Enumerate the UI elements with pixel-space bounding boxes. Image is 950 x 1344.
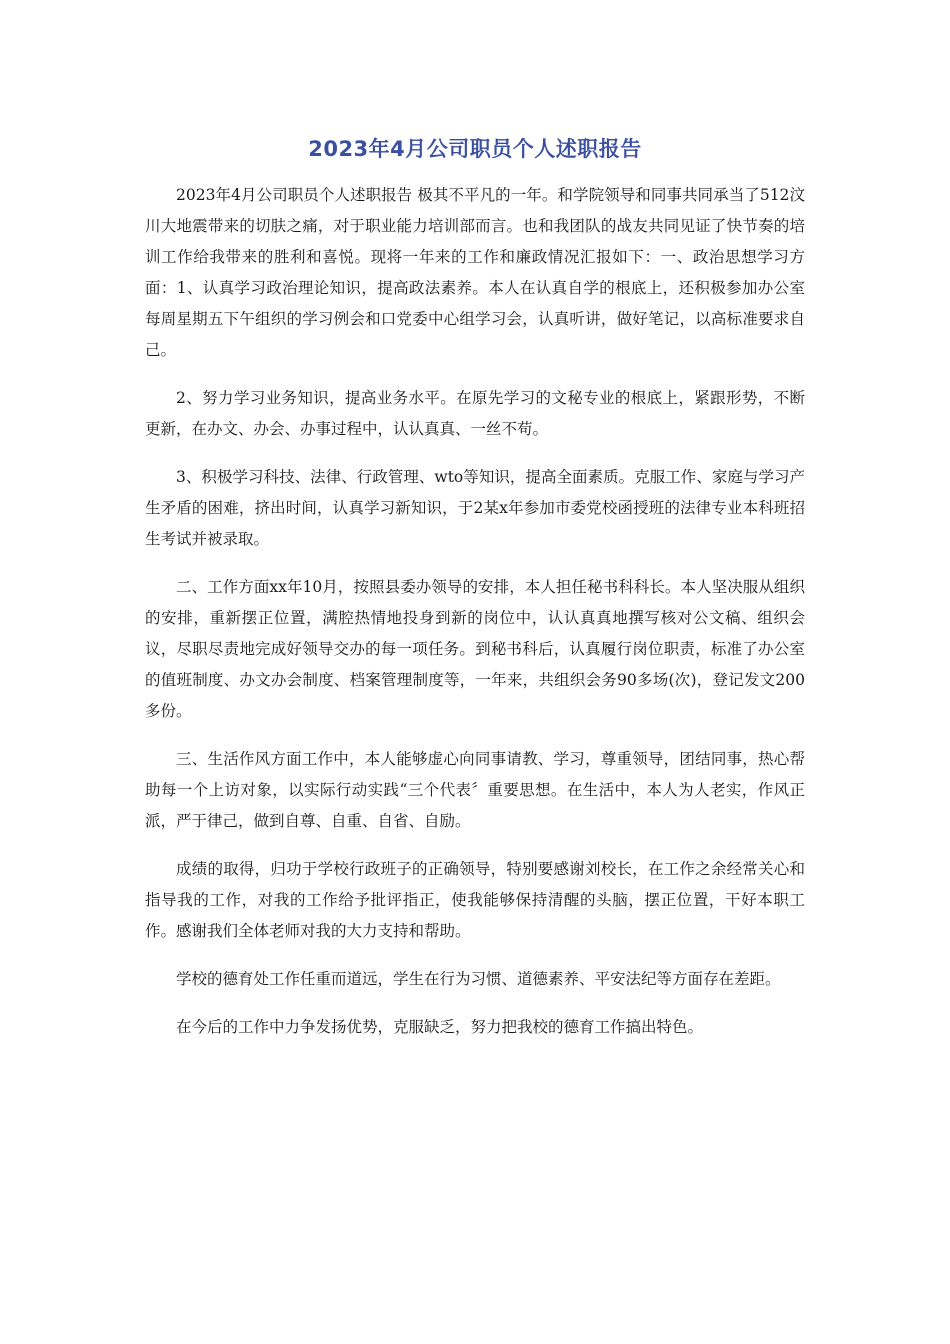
document-body <box>145 180 805 1060</box>
paragraph-work: 二、工作方面xx年10月，按照县委办领导的安排，本人担任秘书科科长。本人坚决服从组织的安排，重新摆正位置，满腔热情地投身到新的岗位中，认认真真地撰写核对公文稿、组织会议，尽职尽责地完成好领导交办的每一项任务。到秘书科后，认真履行岗位职责，标准了办公室的值班制度、办文办会制度、档案管理制度等，一年来，共组织会务90多场(次)，登记发文200多份。 <box>145 578 805 720</box>
paragraph-lifestyle: 三、生活作风方面工作中，本人能够虚心向同事请教、学习，尊重领导，团结同事，热心帮助每一个上访对象，以实际行动实践“三个代表〞重要思想。在生活中，本人为人老实，作风正派，严于律己，做到自尊、自重、自省、自励。 <box>145 750 805 830</box>
paragraph-achievements: 成绩的取得，归功于学校行政班子的正确领导，特别要感谢刘校长，在工作之余经常关心和指导我的工作，对我的工作给予批评指正，使我能够保持清醒的头脑，摆正位置，干好本职工作。感谢我们全体老师对我的大力支持和帮助。 <box>145 860 805 940</box>
paragraph-future: 在今后的工作中力争发扬优势，克服缺乏，努力把我校的德育工作搞出特色。 <box>176 1018 704 1036</box>
document-title: 2023年4月公司职员个人述职报告 <box>308 137 642 161</box>
paragraph-study-business: 2、努力学习业务知识，提高业务水平。在原先学习的文秘专业的根底上，紧跟形势，不断更新，在办文、办会、办事过程中，认认真真、一丝不苟。 <box>145 389 805 438</box>
paragraph-moral-education: 学校的德育处工作任重而道远，学生在行为习惯、道德素养、平安法纪等方面存在差距。 <box>176 970 781 988</box>
paragraph-intro: 2023年4月公司职员个人述职报告 极其不平凡的一年。和学院领导和同事共同承当了512汶川大地震带来的切肤之痛，对于职业能力培训部而言。也和我团队的战友共同见证了快节奏的培训工作给我带来的胜利和喜悦。现将一年来的工作和廉政情况汇报如下：一、政治思想学习方面：1、认真学习政治理论知识，提高政法素养。本人在认真自学的根底上，还积极参加办公室每周星期五下午组织的学习例会和口党委中心组学习会，认真听讲，做好笔记，以高标准要求自己。 <box>145 186 805 359</box>
paragraph-study-technology: 3、积极学习科技、法律、行政管理、wto等知识，提高全面素质。克服工作、家庭与学习产生矛盾的困难，挤出时间，认真学习新知识，于2某x年参加市委党校函授班的法律专业本科班招生考试并被录取。 <box>145 468 805 548</box>
